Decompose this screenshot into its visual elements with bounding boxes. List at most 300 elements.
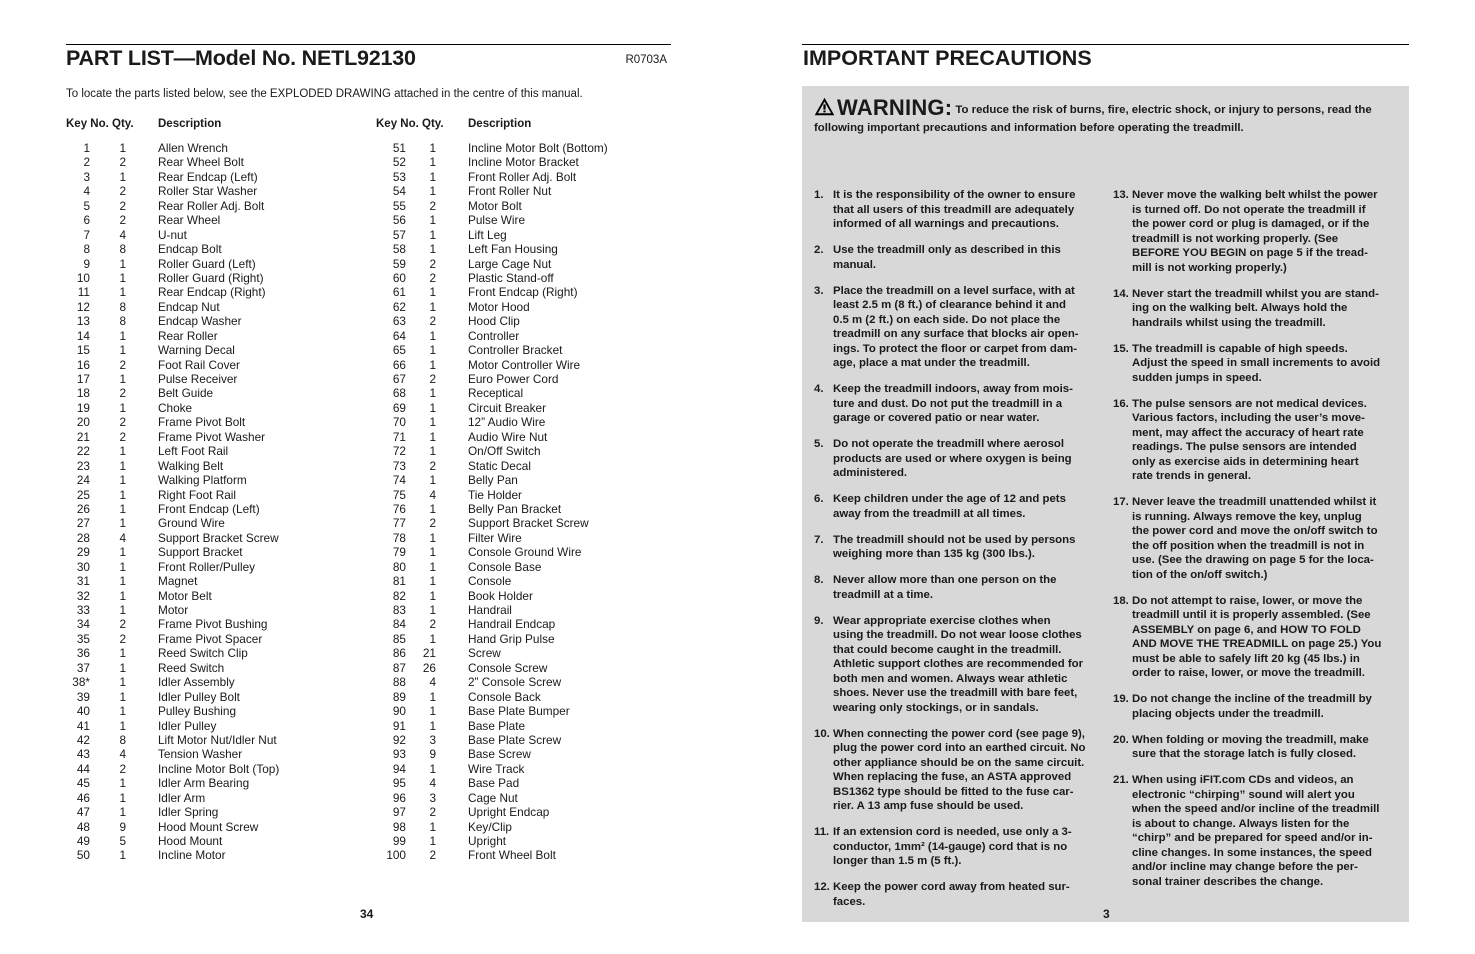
precaution-line: other appliance should be on the same circuit. [833,756,1085,769]
part-key-number: 74 [392,473,406,488]
precaution-line: Do not operate the treadmill where aerosol [833,438,1065,450]
part-quantity: 8 [119,242,126,257]
part-description: 12” Audio Wire [468,415,546,430]
part-quantity: 1 [429,834,436,848]
precaution-line: Place the treadmill on a level surface, with at [833,284,1075,297]
precaution-line: the power cord or plug is damaged, or if the [1132,218,1370,230]
precaution-line: age, place a mat under the treadmill. [833,357,1030,369]
part-quantity: 2 [429,617,436,632]
precaution-item [814,243,1104,272]
part-description: Front Endcap (Left) [158,501,260,516]
header-key: Key No. [66,118,109,130]
precaution-item [814,614,1104,716]
part-key-number: 89 [392,689,406,704]
part-key-number: 47 [76,805,90,820]
part-row [66,646,366,660]
part-row [376,184,671,198]
part-key-number: 54 [392,184,406,199]
precaution-number: 16. [1113,397,1129,410]
part-description: Base Plate Bumper [468,704,570,719]
part-key-number: 86 [392,646,406,661]
precaution-line: ment, may affect the accuracy of heart rate [1132,426,1364,439]
header-key: Key No. [376,118,419,130]
part-key-number: 33 [76,603,90,617]
part-row [376,242,671,256]
part-quantity: 2 [429,848,436,863]
part-description: Idler Assembly [158,675,235,690]
part-key-number: 76 [392,501,406,516]
part-description: Endcap Washer [158,314,242,329]
part-quantity: 1 [119,458,126,473]
precaution-line: When using iFIT.com CDs and videos, an [1132,774,1354,786]
precaution-line: handrails whilst using the treadmill. [1132,316,1326,329]
part-row [376,300,671,314]
part-description: Hood Clip [468,314,520,329]
part-key-number: 90 [392,704,406,719]
part-description: Lift Motor Nut/Idler Nut [158,732,277,747]
precaution-line: longer than 1.5 m (5 ft.). [833,855,962,867]
precaution-line: BEFORE YOU BEGIN on page 5 if the tread- [1132,247,1368,259]
precaution-line: Athletic support clothes are recommended for [833,658,1084,670]
part-description: Front Roller Nut [468,184,552,199]
part-row [376,257,671,271]
part-quantity: 3 [429,732,436,747]
precaution-line: ASSEMBLY on page 6, and HOW TO FOLD [1132,623,1361,636]
part-quantity: 1 [429,400,436,415]
part-row [66,502,366,516]
part-key-number: 71 [392,429,406,444]
part-key-number: 11 [77,285,90,300]
precaution-line: Do not change the incline of the treadmill by [1132,693,1372,705]
part-row [66,329,366,343]
part-key-number: 35 [76,631,90,646]
part-key-number: 21 [76,429,90,444]
part-quantity: 1 [429,603,436,617]
precaution-number: 17. [1113,496,1129,508]
precaution-line: If an extension cord is needed, use only a 3- [833,826,1072,838]
part-key-number: 91 [392,718,406,733]
part-row [376,459,671,473]
precaution-line: administered. [833,467,908,479]
part-row [376,646,671,660]
part-row [376,170,671,184]
part-list-page [66,44,671,934]
part-quantity: 1 [119,545,126,560]
part-key-number: 81 [392,574,406,589]
precaution-line: use. (See the drawing on page 5 for the loca- [1132,554,1374,566]
part-row [66,285,366,299]
precaution-item [814,284,1104,371]
part-quantity: 1 [429,545,436,560]
part-row [376,228,671,242]
part-description: Pulse Wire [468,213,526,228]
part-description: Support Bracket [158,545,243,560]
precaution-line: weighing more than 135 kg (300 lbs.). [833,548,1035,560]
part-quantity: 1 [429,343,436,358]
precaution-item [1113,188,1405,275]
part-row [66,747,366,761]
part-row [66,704,366,718]
part-row [376,488,671,502]
document-code: R0703A [625,54,667,66]
part-key-number: 58 [392,242,406,257]
part-quantity: 1 [119,790,126,805]
precaution-number: 14. [1113,287,1129,300]
part-description: Frame Pivot Bushing [158,617,268,632]
precaution-line: When folding or moving the treadmill, make [1132,733,1369,746]
title-rule [66,44,671,45]
precautions-page [802,44,1409,934]
part-description: Right Foot Rail [158,487,237,502]
precaution-line: informed of all warnings and precautions. [833,218,1059,230]
part-description: Hand Grip Pulse [468,631,555,646]
part-description: Static Decal [468,458,531,473]
part-row [66,343,366,357]
part-description: Screw [468,646,501,661]
part-row [376,444,671,458]
part-description: Walking Belt [158,458,224,473]
precaution-line: when the speed and/or incline of the treadmill [1132,803,1380,815]
precaution-number: 11. [814,826,830,838]
precaution-line: garage or covered patio or near water. [833,412,1040,424]
part-quantity: 3 [429,790,436,805]
precaution-item [814,727,1104,814]
part-quantity: 2 [119,386,126,401]
part-description: Audio Wire Nut [468,429,548,444]
part-description: Front Roller Adj. Bolt [468,169,577,184]
part-quantity: 1 [429,530,436,545]
part-row [376,791,671,805]
part-description: Motor Bolt [468,198,522,213]
part-key-number: 31 [76,574,90,589]
part-description: Motor [158,603,189,617]
part-row [66,733,366,747]
part-key-number: 48 [76,819,90,834]
part-row [66,848,366,862]
part-row [376,516,671,530]
part-row [66,257,366,271]
part-quantity: 1 [429,761,436,776]
precaution-line: The pulse sensors are not medical devices. [1132,397,1367,410]
part-key-number: 66 [392,357,406,372]
part-key-number: 34 [76,617,90,632]
part-row [66,358,366,372]
part-quantity: 1 [119,588,126,603]
part-quantity: 1 [429,155,436,170]
precaution-line: BS1362 type should be fitted to the fuse car- [833,785,1074,798]
part-description: Base Screw [468,747,531,762]
part-row [376,372,671,386]
precaution-line: treadmill at a time. [833,588,934,601]
precaution-line: Never start the treadmill whilst you are stand- [1132,287,1379,300]
part-row [66,271,366,285]
part-row [376,704,671,718]
precaution-line: sure that the storage latch is fully closed. [1132,748,1357,760]
precaution-item [1113,397,1405,484]
part-description: Endcap Bolt [158,242,222,257]
part-description: Belly Pan [468,473,518,488]
precautions-panel [802,86,1409,922]
part-key-number: 18 [76,386,90,401]
part-description: Hood Mount [158,834,223,848]
precaution-line: least 2.5 m (8 ft.) of clearance behind it and [833,299,1066,311]
part-quantity: 1 [119,660,126,675]
part-quantity: 1 [429,227,436,242]
part-row [66,430,366,444]
precaution-line: When connecting the power cord (see page 9), [833,727,1085,740]
precaution-line: is turned off. Do not operate the treadmill if [1132,203,1366,216]
part-key-number: 38* [72,675,90,690]
part-quantity: 1 [429,819,436,834]
part-row [376,560,671,574]
part-description: Rear Roller Adj. Bolt [158,198,265,213]
part-quantity: 2 [119,357,126,372]
part-quantity: 1 [429,444,436,459]
precaution-number: 6. [814,493,824,505]
precaution-line: conductor, 1mm² (14-gauge) cord that is no [833,840,1068,853]
part-quantity: 2 [429,314,436,329]
part-key-number: 16 [76,357,90,372]
part-key-number: 9 [83,256,90,271]
part-row [376,719,671,733]
precaution-line: Never move the walking belt whilst the power [1132,189,1378,201]
part-description: Rear Wheel Bolt [158,155,244,170]
part-key-number: 41 [76,718,90,733]
part-key-number: 8 [83,242,90,257]
part-quantity: 8 [119,299,126,314]
part-key-number: 26 [76,501,90,516]
part-key-number: 15 [76,343,90,358]
part-row [66,444,366,458]
precaution-number: 19. [1113,693,1129,705]
part-key-number: 3 [83,169,90,184]
part-key-number: 1 [83,141,90,155]
part-key-number: 62 [392,299,406,314]
part-row [376,661,671,675]
part-key-number: 100 [386,848,406,863]
precaution-line: ing on the walking belt. Always hold the [1132,302,1348,314]
part-description: Circuit Breaker [468,400,547,415]
precaution-line: Keep children under the age of 12 and pets [833,493,1066,505]
precaution-item [814,880,1104,909]
part-description: Large Cage Nut [468,256,552,271]
part-quantity: 1 [119,675,126,690]
part-description: Base Plate Screw [468,732,562,747]
precaution-number: 1. [814,189,824,201]
part-description: Frame Pivot Spacer [158,631,263,646]
precaution-item [1113,773,1405,889]
part-key-number: 20 [76,415,90,430]
part-row [66,617,366,631]
precaution-line: away from the treadmill at all times. [833,507,1026,520]
part-description: Base Plate [468,718,526,733]
precaution-item [814,437,1104,481]
part-key-number: 95 [392,776,406,791]
parts-column-right [376,141,671,863]
part-quantity: 9 [119,819,126,834]
part-key-number: 79 [392,545,406,560]
part-key-number: 82 [392,588,406,603]
part-key-number: 73 [392,458,406,473]
part-description: Left Fan Housing [468,242,558,257]
precaution-line: treadmill on any surface that blocks air open- [833,328,1079,340]
part-row [376,502,671,516]
part-key-number: 36 [76,646,90,661]
precaution-line: The treadmill should not be used by persons [833,533,1076,546]
precaution-line: “chirp” and be prepared for speed and/or in- [1132,832,1373,844]
part-description: Idler Pulley [158,718,217,733]
part-key-number: 45 [76,776,90,791]
part-row [376,747,671,761]
precaution-line: electronic “chirping” sound will alert you [1132,788,1355,801]
part-description: Warning Decal [158,343,235,358]
part-key-number: 50 [76,848,90,863]
part-row [66,372,366,386]
precaution-line: the power cord and move the on/off switch to [1132,525,1378,537]
part-quantity: 4 [429,675,436,690]
precaution-line: is about to change. Always listen for the [1132,817,1350,830]
part-key-number: 43 [76,747,90,762]
precaution-line: cline changes. In some instances, the speed [1132,846,1372,859]
precaution-line: Keep the power cord away from heated sur- [833,881,1070,893]
part-quantity: 2 [429,270,436,285]
precaution-item [1113,342,1405,386]
part-description: Euro Power Cord [468,372,559,386]
part-key-number: 96 [392,790,406,805]
warning-heading: WARNING: [837,95,953,120]
part-description: Filter Wire [468,530,522,545]
part-description: Reed Switch Clip [158,646,248,661]
precaution-line: that all users of this treadmill are adequately [833,203,1075,216]
part-quantity: 1 [119,559,126,574]
part-description: Front Wheel Bolt [468,848,556,863]
precaution-line: Adjust the speed in small increments to avoid [1132,357,1381,369]
precaution-line: rier. A 13 amp fuse should be used. [833,800,1024,812]
part-row [376,531,671,545]
part-row [376,617,671,631]
part-quantity: 2 [429,516,436,531]
part-row [66,473,366,487]
part-key-number: 69 [392,400,406,415]
part-quantity: 1 [429,501,436,516]
part-row [66,834,366,848]
part-quantity: 2 [429,198,436,213]
part-row [66,459,366,473]
part-row [376,141,671,155]
part-description: Lift Leg [468,227,507,242]
part-description: Upright [468,834,507,848]
part-description: Idler Pulley Bolt [158,689,240,704]
part-key-number: 56 [392,213,406,228]
part-row [376,473,671,487]
precaution-line: and/or incline may change before the per- [1132,861,1358,873]
part-key-number: 51 [392,141,406,155]
precaution-line: 0.5 m (2 ft.) on each side. Do not place the [833,313,1061,326]
warning-triangle-icon [814,97,835,116]
precaution-item [814,188,1104,232]
part-row [376,675,671,689]
part-description: Roller Star Washer [158,184,258,199]
part-key-number: 77 [392,516,406,531]
parts-column-left [66,141,366,863]
part-row [66,228,366,242]
part-row [66,155,366,169]
precaution-line: order to raise, lower, or move the treadmill. [1132,667,1365,679]
part-key-number: 72 [392,444,406,459]
part-quantity: 1 [119,603,126,617]
precaution-item [814,533,1104,562]
part-quantity: 1 [119,516,126,531]
part-quantity: 21 [422,646,436,661]
part-quantity: 1 [429,169,436,184]
title-rule [802,44,1409,45]
part-quantity: 1 [429,429,436,444]
precaution-line: Wear appropriate exercise clothes when [833,614,1051,627]
part-description: Frame Pivot Washer [158,429,266,444]
part-key-number: 49 [76,834,90,848]
part-row [66,213,366,227]
precaution-number: 8. [814,574,824,586]
precaution-line: mill is not working properly.) [1132,261,1287,274]
part-key-number: 85 [392,631,406,646]
part-quantity: 1 [119,285,126,300]
part-quantity: 2 [119,761,126,776]
precaution-line: Various factors, including the user’s move- [1132,412,1365,424]
part-quantity: 1 [119,776,126,791]
part-description: Handrail Endcap [468,617,556,632]
part-key-number: 60 [392,270,406,285]
precaution-line: only as exercise aids in determining heart [1132,455,1359,468]
part-quantity: 1 [429,299,436,314]
part-key-number: 94 [392,761,406,776]
part-row [376,401,671,415]
part-row [66,632,366,646]
part-description: Support Bracket Screw [468,516,589,531]
part-key-number: 2 [83,155,90,170]
part-key-number: 29 [76,545,90,560]
part-quantity: 1 [429,213,436,228]
part-quantity: 1 [119,444,126,459]
part-quantity: 9 [429,747,436,762]
part-row [66,415,366,429]
precaution-number: 4. [814,383,824,395]
part-description: Support Bracket Screw [158,530,279,545]
part-key-number: 84 [392,617,406,632]
part-description: Console [468,574,512,589]
part-description: Plastic Stand-off [468,270,554,285]
page-number: 34 [360,907,374,921]
header-description: Description [158,118,222,130]
part-row [376,415,671,429]
part-key-number: 30 [76,559,90,574]
part-row [376,632,671,646]
part-quantity: 1 [429,588,436,603]
part-description: Motor Belt [158,588,212,603]
part-description: Console Base [468,559,542,574]
part-description: U-nut [158,227,187,242]
part-quantity: 1 [119,574,126,589]
precaution-number: 15. [1113,342,1129,355]
part-quantity: 2 [119,429,126,444]
part-key-number: 64 [392,328,406,343]
precaution-line: manual. [833,258,877,271]
part-row [66,242,366,256]
part-description: Roller Guard (Left) [158,256,256,271]
part-quantity: 2 [119,184,126,199]
part-description: Book Holder [468,588,533,603]
part-key-number: 39 [76,689,90,704]
part-key-number: 98 [392,819,406,834]
